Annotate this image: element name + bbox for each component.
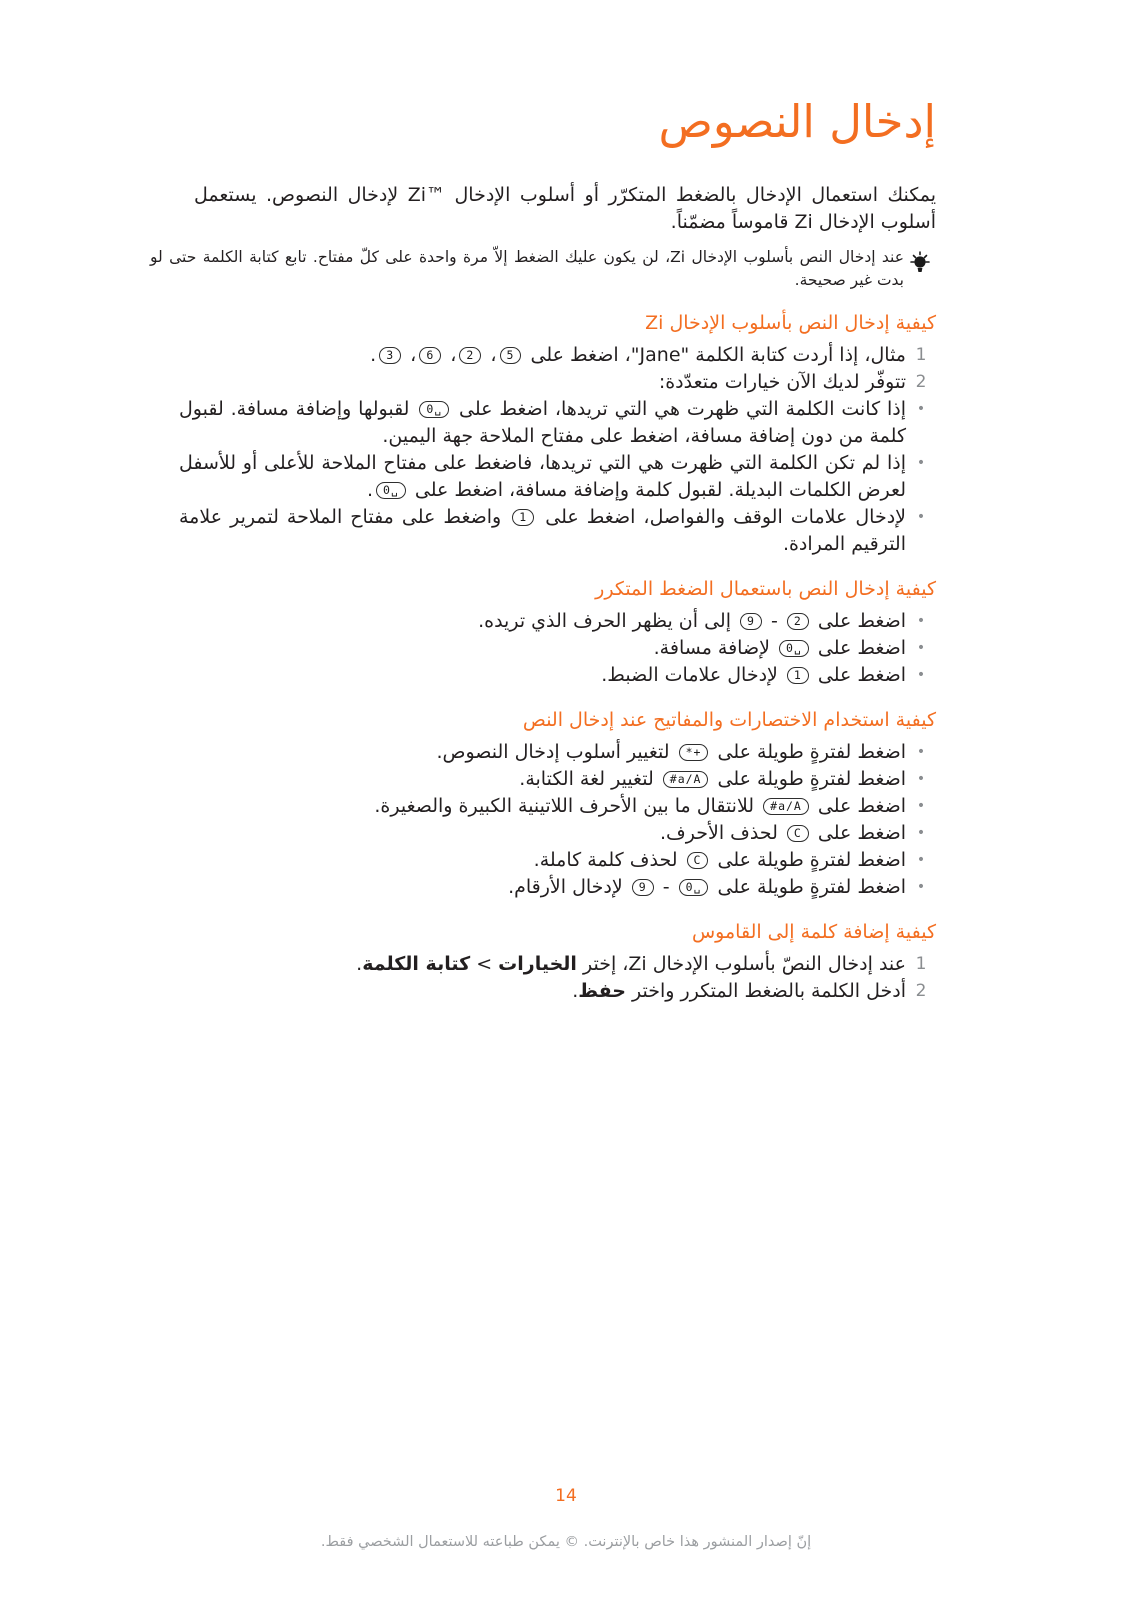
list-number: 1	[915, 345, 927, 365]
list-item-text: إذا لم تكن الكلمة التي ظهرت هي التي تريدها، فاضغط على مفتاح الملاحة للأعلى أو للأسفل لعرض الكلمات البديلة. لقبول كلمة وإضافة مسافة، اضغط على 0␣.	[179, 452, 906, 501]
list-item	[179, 847, 936, 874]
list-item-text: عند إدخال النصّ بأسلوب الإدخال Zi، إختر الخيارات > كتابة الكلمة.	[356, 953, 906, 975]
bullet-list	[179, 739, 936, 901]
section-heading: كيفية استخدام الاختصارات والمفاتيح عند إدخال النص	[522, 709, 936, 731]
bullet-list	[179, 396, 936, 558]
list-item-text: اضغط على #a/A للانتقال ما بين الأحرف اللاتينية الكبيرة والصغيرة.	[374, 795, 906, 817]
section-shortcuts	[179, 707, 936, 901]
section-zi-input	[179, 310, 936, 558]
lightbulb-icon	[904, 246, 936, 279]
list-item	[179, 608, 936, 635]
list-item	[179, 820, 936, 847]
list-number: 2	[915, 372, 927, 392]
ordered-list	[179, 951, 936, 1005]
bullet-icon: •	[916, 771, 926, 787]
bullet-icon: •	[916, 798, 926, 814]
key-c-icon: C	[687, 852, 709, 869]
list-item	[179, 766, 936, 793]
section-multitap-input	[179, 576, 936, 689]
list-item	[179, 978, 936, 1005]
list-item-text: اضغط على C لحذف الأحرف.	[660, 822, 906, 844]
bullet-icon: •	[916, 879, 926, 895]
list-item-text: اضغط على 0␣ لإضافة مسافة.	[653, 637, 906, 659]
key-1-icon: 1	[787, 667, 809, 684]
bullet-icon: •	[916, 455, 926, 471]
list-number: 2	[915, 981, 927, 1001]
tip-text: عند إدخال النص بأسلوب الإدخال Zi، لن يكون عليك الضغط إلاّ مرة واحدة على كلّ مفتاح. تابع كتابة الكلمة حتى لو بدت غير صحيحة.	[150, 248, 904, 289]
bullet-icon: •	[916, 852, 926, 868]
key-0-space-icon: 0␣	[376, 482, 406, 499]
list-item	[179, 635, 936, 662]
list-item	[179, 739, 936, 766]
key-hash-alpha-icon: #a/A	[763, 798, 809, 815]
key-2-icon: 2	[787, 613, 809, 630]
key-star-plus-icon: *+	[679, 744, 709, 761]
key-6-icon: 6	[419, 347, 441, 364]
key-0-space-icon: 0␣	[779, 640, 809, 657]
key-2-icon: 2	[459, 347, 481, 364]
list-item	[179, 396, 936, 450]
key-9-icon: 9	[740, 613, 762, 630]
key-0-space-icon: 0␣	[679, 879, 709, 896]
list-item	[179, 450, 936, 504]
list-number: 1	[915, 954, 927, 974]
list-item-text: لإدخال علامات الوقف والفواصل، اضغط على 1 واضغط على مفتاح الملاحة لتمرير علامة الترقيم المرادة.	[179, 506, 906, 555]
list-item-text: اضغط لفترةٍ طويلة على #a/A لتغيير لغة الكتابة.	[519, 768, 906, 790]
page-number: 14	[555, 1486, 577, 1506]
list-item	[179, 504, 936, 558]
intro-paragraph: يمكنك استعمال الإدخال بالضغط المتكرّر أو أسلوب الإدخال Zi™‎ لإدخال النصوص. يستعمل أسلوب الإدخال Zi قاموساً مضمّناً.	[194, 184, 936, 233]
list-item	[179, 951, 936, 978]
bullet-icon: •	[916, 613, 926, 629]
list-item	[179, 874, 936, 901]
bullet-icon: •	[916, 640, 926, 656]
list-item-text: اضغط لفترةٍ طويلة على 0␣ - 9 لإدخال الأرقام.	[508, 876, 906, 898]
section-heading: كيفية إدخال النص باستعمال الضغط المتكرر	[595, 578, 936, 600]
list-item-text: تتوفّر لديك الآن خيارات متعدّدة:	[658, 371, 906, 393]
page-title: إدخال النصوص	[658, 95, 936, 148]
bullet-icon: •	[916, 509, 926, 525]
key-hash-alpha-icon: #a/A	[663, 771, 709, 788]
list-item-text: اضغط لفترةٍ طويلة على C لحذف كلمة كاملة.	[533, 849, 906, 871]
ordered-list	[179, 342, 936, 396]
list-item-text: إذا كانت الكلمة التي ظهرت هي التي تريدها، اضغط على 0␣ لقبولها وإضافة مسافة. لقبول كلمة من دون إضافة مسافة، اضغط على مفتاح الملاحة جهة اليمين.	[179, 398, 906, 447]
list-item	[179, 793, 936, 820]
key-1-icon: 1	[512, 509, 534, 526]
menu-item-label: حفظ	[578, 980, 626, 1002]
list-item	[179, 369, 936, 396]
bullet-list	[179, 608, 936, 689]
list-item-text: اضغط على 1 لإدخال علامات الضبط.	[601, 664, 906, 686]
menu-item-label: كتابة الكلمة	[362, 953, 471, 975]
section-add-word	[179, 919, 936, 1005]
key-3-icon: 3	[379, 347, 401, 364]
key-c-icon: C	[787, 825, 809, 842]
bullet-icon: •	[916, 825, 926, 841]
menu-item-label: الخيارات	[498, 953, 577, 975]
list-item	[179, 662, 936, 689]
footer-note: إنّ إصدار المنشور هذا خاص بالإنترنت. © يمكن طباعته للاستعمال الشخصي فقط.	[320, 1534, 812, 1550]
tip-note	[150, 246, 936, 292]
page-content	[150, 94, 936, 1005]
key-0-space-icon: 0␣	[419, 401, 449, 418]
section-heading: كيفية إضافة كلمة إلى القاموس	[691, 921, 936, 943]
bullet-icon: •	[916, 667, 926, 683]
bullet-icon: •	[916, 744, 926, 760]
bullet-icon: •	[916, 401, 926, 417]
list-item-text: اضغط لفترةٍ طويلة على *+ لتغيير أسلوب إدخال النصوص.	[436, 741, 906, 763]
list-item-text: مثال، إذا أردت كتابة الكلمة "Jane"، اضغط على 5، 2، 6، 3.	[370, 344, 906, 366]
section-heading: كيفية إدخال النص بأسلوب الإدخال Zi	[645, 312, 936, 334]
key-9-icon: 9	[632, 879, 654, 896]
list-item-text: اضغط على 2 - 9 إلى أن يظهر الحرف الذي تريده.	[478, 610, 906, 632]
list-item	[179, 342, 936, 369]
list-item-text: أدخل الكلمة بالضغط المتكرر واختر حفظ.	[572, 980, 906, 1002]
key-5-icon: 5	[500, 347, 522, 364]
